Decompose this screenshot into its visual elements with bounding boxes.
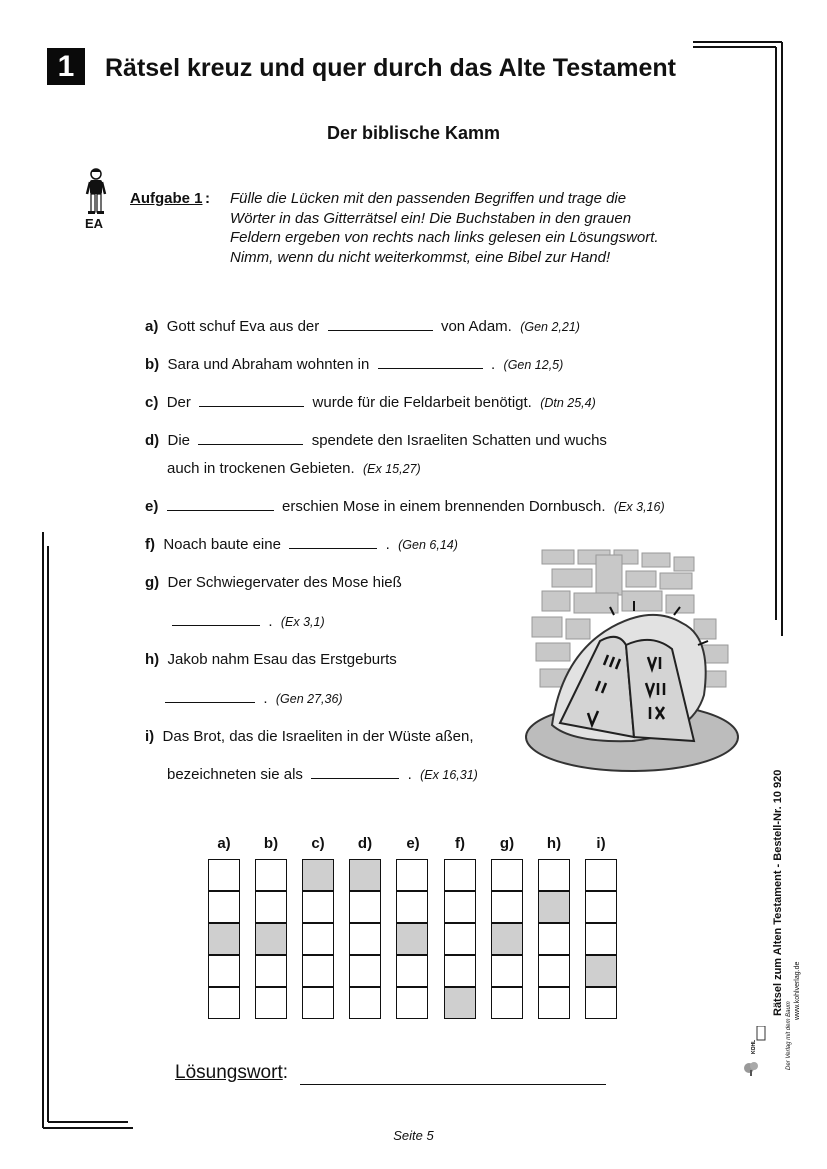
answer-blank[interactable] (311, 766, 399, 779)
grid-cell[interactable] (302, 891, 334, 923)
grid-cell[interactable] (255, 859, 287, 891)
grid-col-label: i) (596, 835, 606, 852)
question-i (145, 728, 474, 745)
task-line: Nimm, wenn du nicht weiterkommst, eine Bibel zur Hand! (230, 248, 611, 266)
grid-cell[interactable] (585, 859, 617, 891)
bible-reference: (Gen 6,14) (398, 538, 458, 552)
grid-cell[interactable] (349, 987, 381, 1019)
grid-cell[interactable] (396, 987, 428, 1019)
grid-cell[interactable] (491, 891, 523, 923)
grid-cell[interactable] (255, 987, 287, 1019)
task-instructions (230, 189, 710, 267)
question-text: . (268, 613, 273, 630)
solution-label-text: Lösungswort (175, 1062, 283, 1083)
task-label: Aufgabe 1 (130, 190, 203, 207)
grid-cell[interactable] (208, 955, 240, 987)
question-text: . (407, 766, 412, 783)
grid-cell[interactable] (444, 955, 476, 987)
question-text: Jakob nahm Esau das Erstgeburts (167, 651, 397, 668)
grid-cell[interactable] (208, 891, 240, 923)
solution-colon: : (282, 1062, 289, 1083)
task-line: Wörter in das Gitterrätsel ein! Die Buchstaben in den grauen (230, 209, 632, 227)
question-text: Der (166, 394, 191, 411)
solution-label (175, 1062, 288, 1084)
grid-col-label: d) (357, 835, 373, 852)
answer-blank[interactable] (199, 394, 304, 407)
grid-cell[interactable] (491, 955, 523, 987)
bible-reference: (Dtn 25,4) (540, 396, 596, 410)
answer-blank[interactable] (328, 318, 433, 331)
question-text: . (491, 356, 496, 373)
question-label: d) (145, 432, 160, 449)
svg-text:KOHL: KOHL (751, 1039, 757, 1054)
bible-reference: (Gen 12,5) (503, 358, 564, 372)
grid-cell[interactable] (538, 891, 570, 923)
page-number: Seite 5 (393, 1128, 434, 1143)
question-label: h) (145, 651, 160, 668)
grid-cell[interactable] (349, 955, 381, 987)
question-h-line2 (165, 690, 343, 707)
question-label: f) (145, 536, 155, 553)
grid-cell[interactable] (491, 987, 523, 1019)
question-i-line2 (167, 766, 478, 783)
grid-cell[interactable] (302, 923, 334, 955)
grid-cell[interactable] (444, 923, 476, 955)
bible-reference: (Ex 15,27) (362, 462, 421, 476)
question-label: e) (145, 498, 159, 515)
grid-cell[interactable] (585, 891, 617, 923)
bible-reference: (Ex 3,16) (613, 500, 665, 514)
grid-col-label: a) (217, 835, 231, 852)
question-text: von Adam. (440, 318, 512, 335)
bible-reference: (Ex 16,31) (420, 768, 478, 782)
question-g-line2 (172, 613, 325, 630)
question-text: Das Brot, das die Israeliten in der Wüste aßen, (162, 728, 474, 745)
question-h (145, 651, 397, 668)
answer-blank[interactable] (289, 536, 377, 549)
grid-cell[interactable] (538, 987, 570, 1019)
grid-cell[interactable] (491, 923, 523, 955)
grid-cell[interactable] (444, 859, 476, 891)
bible-reference: (Gen 2,21) (520, 320, 580, 334)
question-label: a) (145, 318, 159, 335)
question-e (145, 498, 665, 515)
grid-cell[interactable] (349, 891, 381, 923)
question-label: c) (145, 394, 159, 411)
grid-cell[interactable] (538, 859, 570, 891)
question-f (145, 536, 458, 553)
grid-cell[interactable] (585, 955, 617, 987)
stone-tablets-illustration (522, 545, 744, 775)
question-b (145, 356, 563, 373)
grid-cell[interactable] (396, 923, 428, 955)
grid-cell[interactable] (396, 891, 428, 923)
grid-col-label: f) (455, 835, 465, 852)
question-label: i) (145, 728, 155, 745)
exercise-number: 1 (47, 48, 85, 85)
grid-cell[interactable] (208, 859, 240, 891)
grid-cell[interactable] (255, 955, 287, 987)
publisher-logo (743, 1026, 767, 1076)
grid-cell[interactable] (585, 987, 617, 1019)
grid-cell[interactable] (349, 859, 381, 891)
grid-col-label: c) (311, 835, 325, 852)
grid-cell[interactable] (302, 859, 334, 891)
bible-reference: (Ex 3,1) (280, 615, 325, 629)
question-g (145, 574, 402, 591)
answer-blank[interactable] (378, 356, 483, 369)
answer-blank[interactable] (172, 613, 260, 626)
solution-input-line[interactable] (300, 1083, 606, 1085)
question-text: bezeichneten sie als (167, 766, 303, 783)
grid-cell[interactable] (302, 955, 334, 987)
grid-cell[interactable] (208, 987, 240, 1019)
grid-cell[interactable] (396, 859, 428, 891)
page-title: Rätsel kreuz und quer durch das Alte Testament (105, 54, 676, 82)
grid-cell[interactable] (585, 923, 617, 955)
question-text: Sara und Abraham wohnten in (167, 356, 370, 373)
question-text: . (385, 536, 390, 553)
question-text: wurde für die Feldarbeit benötigt. (312, 394, 532, 411)
grid-cell[interactable] (349, 923, 381, 955)
question-text: Noach baute eine (163, 536, 281, 553)
question-text: auch in trockenen Gebieten. (167, 460, 355, 477)
grid-col-label: h) (546, 835, 562, 852)
question-text: erschien Mose in einem brennenden Dornbusch. (282, 498, 606, 515)
question-text: Die (167, 432, 191, 449)
question-label: b) (145, 356, 160, 373)
grid-cell[interactable] (538, 955, 570, 987)
task-line: Fülle die Lücken mit den passenden Begriffen und trage die (230, 190, 627, 207)
question-c (145, 394, 596, 411)
question-text: spendete den Israeliten Schatten und wuchs (311, 432, 607, 449)
question-d-line2 (167, 460, 421, 477)
question-label: g) (145, 574, 160, 591)
bible-reference: (Gen 27,36) (275, 692, 343, 706)
grid-cell[interactable] (255, 923, 287, 955)
grid-col-label: b) (263, 835, 279, 852)
answer-blank[interactable] (198, 432, 303, 445)
question-text: . (263, 690, 268, 707)
side-order-text: Rätsel zum Alten Testament - Bestell-Nr. 10 920 (772, 769, 784, 1016)
question-a (145, 318, 580, 335)
puzzle-subtitle: Der biblische Kamm (326, 123, 501, 143)
ea-label: EA (85, 216, 104, 231)
grid-cell[interactable] (444, 891, 476, 923)
grid-cell[interactable] (538, 923, 570, 955)
grid-cell[interactable] (302, 987, 334, 1019)
grid-cell[interactable] (255, 891, 287, 923)
grid-cell[interactable] (491, 859, 523, 891)
grid-cell[interactable] (396, 955, 428, 987)
question-text: Der Schwiegervater des Mose hieß (167, 574, 402, 591)
task-line: Feldern ergeben von rechts nach links gelesen ein Lösungswort. (230, 229, 659, 246)
question-d (145, 432, 607, 449)
publisher-slogan: Der Verlag mit dem Baum (786, 1001, 792, 1070)
grid-cell[interactable] (208, 923, 240, 955)
grid-col-label: g) (499, 835, 515, 852)
grid-col-label: e) (406, 835, 420, 852)
person-icon (85, 168, 107, 216)
question-text: Gott schuf Eva aus der (166, 318, 320, 335)
grid-cell[interactable] (444, 987, 476, 1019)
answer-blank[interactable] (167, 498, 274, 511)
answer-blank[interactable] (165, 690, 255, 703)
publisher-url: www.kohlverlag.de (794, 961, 801, 1020)
task-colon: : (205, 190, 210, 207)
